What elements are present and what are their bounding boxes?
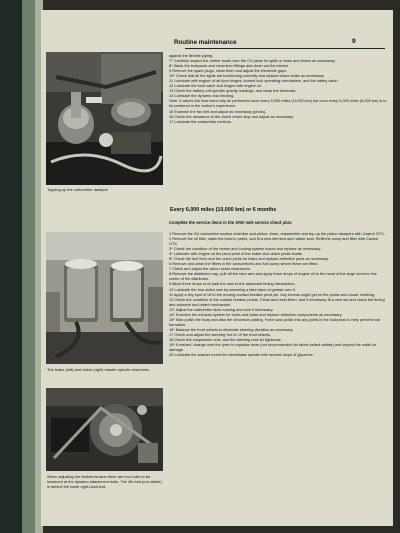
list-note: Note: If valves tick less need only be performed once every 6,000 miles (10,000 km) but once every 3,000 miles (5,000 km) is to be preferred in the author's experience. xyxy=(169,99,387,109)
list-item: 14 Lubricate the dynamo rear bearing. xyxy=(169,94,235,99)
list-item: 9 Allow three drops of oil past the cam to the automatic timing mechanism. xyxy=(169,282,296,287)
list-item: 18 Check the suspension nuts, and the steering nuts for tightness. xyxy=(169,337,282,342)
fanbelt-adjustment-photo xyxy=(46,388,163,471)
list-item: 1 Remove the SU carburettor suction chamber and piston; clean, reassemble and top-up the piston dampers with Castrol GTX. xyxy=(169,232,385,236)
list-item: 13 Check the battery cell specific gravity readings, and clean the terminals. xyxy=(169,89,297,94)
photo-caption: Topping-up the carburettor dashpot xyxy=(47,187,108,192)
running-header xyxy=(41,36,393,49)
list-item: 8 Remove the distributor cap, pull off the rotor arm and apply three drops of engine oil to the head of the large screw in the centre of the distributor. xyxy=(169,272,377,282)
list-item: 9 Remove the spark plugs, clean them and adjust the electrode gaps. xyxy=(169,69,288,74)
list-item: 6 Remove and clean the filters in the carburettor/s and fuel pump where these are fitted. xyxy=(169,262,319,267)
binder-spine-edge xyxy=(22,0,36,533)
list-item: 7 Check and adjust the valve rocker clearances. xyxy=(169,267,251,272)
list-item: 5* Check the fuel lines and the union joints for leaks and replace defective parts as necessary. xyxy=(169,257,329,262)
list-item: 15 Examine the fan belt and adjust as necessary (photo). xyxy=(169,109,267,114)
list-item: 8* Wash the bodywork and chromium fittings and clean out the interior. xyxy=(169,64,290,69)
binder-spine xyxy=(0,0,22,533)
list-item: 16 Check the clearance at the clutch return stop and adjust as necessary. xyxy=(169,114,294,119)
list-item: 15* Wax polish the body and also the chromium plating. Force wax polish into any joints in the bodywork to help prevent rust formation. xyxy=(169,317,381,327)
page-number: 9 xyxy=(352,38,356,45)
list-item: 12 Lubricate the boot catch and hinges with engine oil. xyxy=(169,84,262,89)
list-item: 19* If wished, change over the tyres to equalise wear (not recommended for fabric belted radials) and inspect the walls for damage. xyxy=(169,343,377,353)
section-intro: Complete the service items in the 3000 mile service check plus: xyxy=(169,220,293,225)
list-item: against the flexible piping. xyxy=(169,54,214,58)
list-item: 10* Check that all the lights are functioning correctly and replace blown bulbs as necessary. xyxy=(169,74,325,79)
maintenance-list-6000 xyxy=(169,232,387,358)
book-page xyxy=(41,10,393,526)
list-item: 11 Apply a tiny spot of oil to the moving contact breaker pivot pin. Any excess might get on the points and cause misfiring. xyxy=(169,292,376,297)
photo-caption: The brake (left) and clutch (right) master cylinder reservoirs xyxy=(47,367,150,372)
list-item: 7* Carefully inspect the rubber boots over the CV joints for splits or tears and renew as necessary. xyxy=(169,59,336,64)
list-item: 3* Check the condition of the heater and cooling system hoses and replace as necessary. xyxy=(169,247,322,252)
list-item: 2 Remove the oil filter, wash the bowl in petrol, and fit a new element and rubber seal. Refill the sump and filter with Castrol GTX. xyxy=(169,237,379,247)
list-item: 17 Lubricate the carburettor controls. xyxy=(169,119,232,124)
list-item: 12 Check the condition of the contact breaker points. Clean and reset them, and if necessary fit a new set and check the timing and advance and retard mechanism. xyxy=(169,297,385,307)
master-cylinder-reservoirs-photo xyxy=(46,232,163,364)
list-item: 11 Lubricate with engine oil all door hinges, bonnet lock operating mechanism, and the safety catch. xyxy=(169,79,339,84)
photo-caption: When adjusting the fanbelt tension there are four bolts to be loosened at the dynamo attachment bolts. The 4th bolt (not visible) is behind the lower right-hand bolt. xyxy=(47,474,162,489)
maintenance-list-continued xyxy=(169,54,387,125)
header-rule xyxy=(185,48,385,49)
carburettor-dashpot-photo xyxy=(46,52,163,185)
list-item: 14* Examine the exhaust system for holes and leaks and replace defective components as necessary. xyxy=(169,312,343,317)
list-item: 13* Adjust the carburettor slow running and tune if necessary. xyxy=(169,307,274,312)
list-item: 4* Lubricate with engine oil the pivot point of the brake and clutch pedal shafts. xyxy=(169,252,303,257)
list-item: 10 Lubricate the four-sided cam by smearing a faint trace of grease over it. xyxy=(169,287,296,292)
section-heading: Every 6,000 miles (10,000 km) or 6 months xyxy=(170,207,277,213)
list-item: 20 Lubricate the washer round the wheelbase spindle with several drops of glycerine. xyxy=(169,353,314,358)
list-item: 17 Check and adjust the steering 'toe-in' of the front wheels. xyxy=(169,332,271,337)
running-header-title: Routine maintenance xyxy=(174,39,237,46)
list-item: 16* Balance the front wheels to eliminate steering vibration as necessary. xyxy=(169,327,294,332)
